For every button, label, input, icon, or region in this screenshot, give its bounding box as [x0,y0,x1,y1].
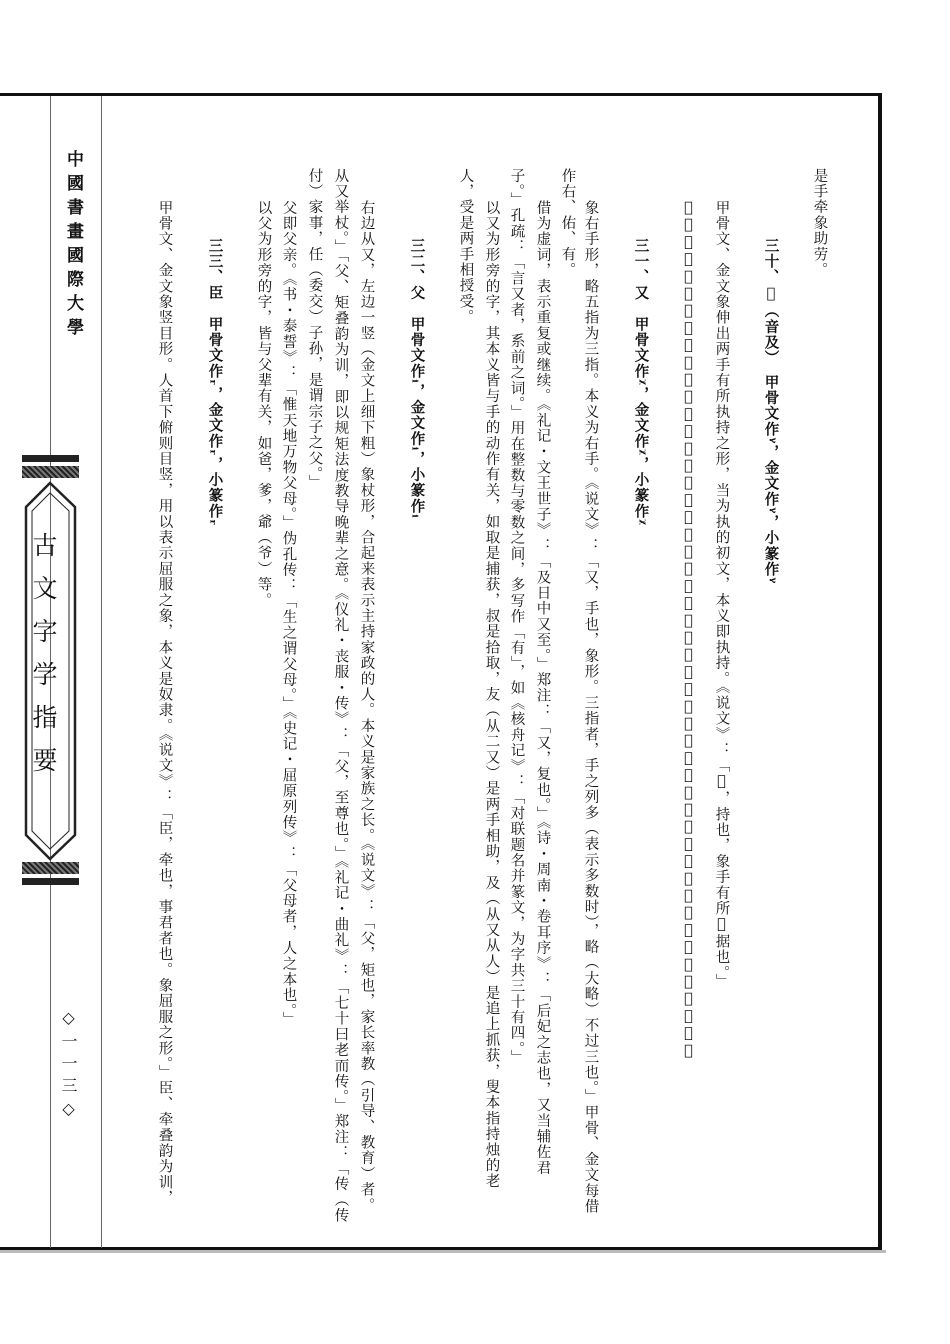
institution-name: 中國書畫國際大學 [63,150,83,342]
cartouche-bar-top [22,455,79,462]
frame-shadow [0,1250,886,1253]
sidebar-rule-right [101,96,102,1248]
book-title: 古文字学指要 [29,532,58,790]
entry-heading-33: 三三、臣 甲骨文作ᵣ，金文作ᵣ，小篆作ᵣ [206,238,224,527]
text-column-9: 子。」孔疏：「言又者，系前之词。」用在整数与零数之间，多写作「有」，如《核舟记》：「对联题名并篆文，为字共三十有四。」 [508,168,525,1066]
entry-heading-32: 三二、父 甲骨文作ᵢ，金文作ᵢ，小篆作ᵢ [408,238,426,519]
text-column-19: 甲骨文、金文象竖目形。人首下俯则目竖，用以表示屈服之象，本义是奴隶。《说文》：「臣，牵也，事君者也。象屈服之形。」臣、牵叠韵为训， [156,200,173,1206]
text-column-10: 以又为形旁的字，其本义皆与手的动作有关，如取是捕获，叔是拾取，友（从二又）是两手相助，及（从又从人）是追上抓获，叟本指持烛的老 [483,200,500,1190]
page-frame [0,93,882,1251]
text-column-3: 甲骨文、金文象伸出两手有所执持之形，当为执的初文，本义即执持。《说文》：「𠃨，持也，象手有所𠃨据也。」 [713,200,730,990]
page-number: ◇一一三◇ [59,1008,78,1124]
cartouche-bar-bottom [22,878,79,885]
entry-heading-31: 三一、又 甲骨文作ᵡ，金文作ᵡ，小篆作ᵡ [632,238,650,527]
text-column-17: 以父为形旁的字，皆与父辈有关，如爸，爹，爺（爷）等。 [255,200,272,609]
text-column-14: 从又举杖。」「父、矩叠韵为训，即以规矩法度教导晚辈之意。《仪礼・丧服・传》：「父，至尊也。」《礼记・曲礼》：「七十曰老而传。」郑注：「传（传 [332,168,349,1224]
text-column-7: 作右、佑、有。 [559,168,576,278]
text-column-6: 象右手形，略五指为三指。本义为右手。《说文》：「又，手也，象形。三指者，手之列多（表示多数时），略（大略）不过三也。」甲骨、金文每借 [582,200,599,1215]
text-column-4: 𠃨只用作偏旁，楷书偏旁作「丸」，凡从丸的字，皆有以手做事之意，如埶（艺）是种植，孰是煮熟，執是拘捕。 [680,200,697,1060]
text-column-13: 右边从又，左边一竖（金文上细下粗）象杖形，合起来表示主持家政的人。本义是家族之长。《说文》：「父，矩也，家长率教（引导、教育）者。 [358,200,375,1214]
text-column-16: 父即父亲。《书・泰誓》：「惟天地万物父母。」伪孔传：「生之谓父母。」《史记・屈原列传》：「父母者，人之本也。」 [280,200,297,1028]
text-column-8: 借为虚词，表示重复或继续。《礼记・文王世子》：「及日中又至。」郑注：「又，复也。」《诗・周南・卷耳序》：「后妃之志也，又当辅佐君 [534,200,551,1176]
text-column-1: 是手牵象助劳。 [811,168,828,278]
text-column-11: 人，受是两手相授受。 [457,168,474,325]
entry-heading-30: 三十、𠃨（音及） 甲骨文作ᵞ，金文作ᵞ，小篆作ᵞ [762,238,780,585]
cartouche-band-top [22,466,79,478]
text-column-15: 付）家事，任（委交）子孙，是谓宗子之父。」 [306,168,323,491]
cartouche-band-bottom [22,862,79,874]
